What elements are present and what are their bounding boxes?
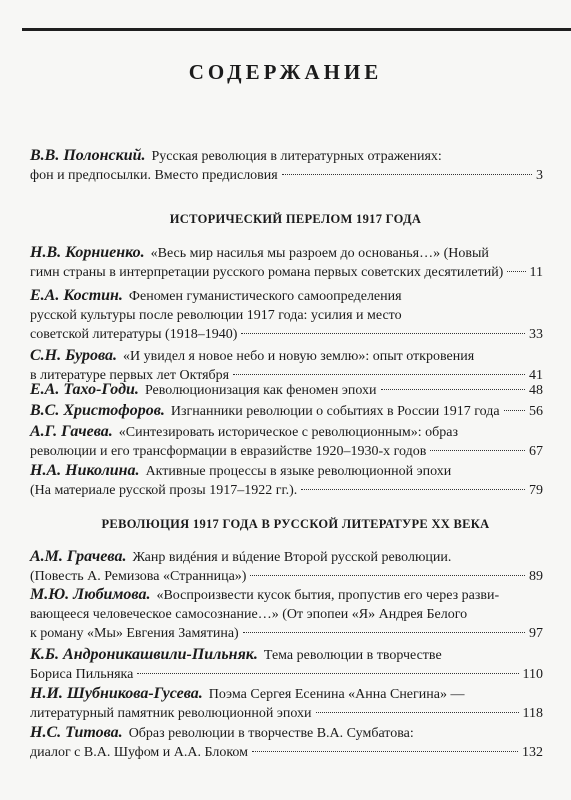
entry-page: 132 [522, 745, 543, 760]
entry-author: С.Н. Бурова. [30, 347, 118, 364]
entry-page: 89 [529, 569, 543, 584]
entry-title-line: вающееся человеческое самосознание…» (От эпопеи «Я» Андрея Белого [30, 607, 468, 622]
entry-title-last: Революционизация как феномен эпохи [144, 383, 377, 398]
leader-dots [252, 751, 518, 752]
toc-entry[interactable] [30, 645, 543, 684]
section-heading-historical: ИСТОРИЧЕСКИЙ ПЕРЕЛОМ 1917 ГОДА [169, 212, 422, 226]
section-heading-literature: РЕВОЛЮЦИЯ 1917 ГОДА В РУССКОЙ ЛИТЕРАТУРЕ XX ВЕКА [101, 517, 490, 531]
toc-entry[interactable] [30, 461, 543, 500]
toc-entry[interactable] [30, 286, 543, 344]
leader-dots [316, 712, 519, 713]
entry-page: 56 [529, 404, 543, 419]
entry-author: Н.А. Николина. [30, 462, 140, 479]
entry-author: Н.В. Корниенко. [30, 244, 145, 261]
entry-title-line: «И увидел я новое небо и новую землю»: опыт откровения [123, 349, 475, 364]
entry-title-last: фон и предпосылки. Вместо предисловия [30, 168, 278, 183]
toc-entry[interactable] [30, 723, 543, 762]
leader-dots [381, 389, 526, 390]
leader-dots [282, 174, 532, 175]
entry-title-last: к роману «Мы» Евгения Замятина) [30, 626, 239, 641]
entry-title-line: Образ революции в творчестве В.А. Сумбатова: [128, 726, 414, 741]
entry-title-line: Русская революция в литературных отражениях: [151, 149, 442, 164]
entry-page: 11 [529, 265, 543, 280]
toc-entry[interactable] [30, 243, 543, 282]
entry-title-last: гимн страны в интерпретации русского романа первых советских десятилетий) [30, 265, 504, 280]
toc-entry[interactable] [30, 585, 543, 643]
entry-author: А.Г. Гачева. [30, 423, 113, 440]
entry-title-last: (Повесть А. Ремизова «Странница») [30, 569, 247, 584]
leader-dots [507, 271, 525, 272]
leader-dots [504, 410, 525, 411]
entry-page: 118 [522, 706, 543, 721]
entry-author: В.В. Полонский. [30, 147, 146, 164]
entry-title-last: в литературе первых лет Октября [30, 368, 230, 383]
leader-dots [233, 374, 525, 375]
entry-page: 67 [529, 444, 543, 459]
entry-author: К.Б. Андроникашвили-Пильняк. [30, 646, 258, 663]
entry-title-line: Феномен гуманистического самоопределения [128, 289, 402, 304]
toc-entry[interactable] [30, 146, 543, 185]
entry-title-line: русской культуры после революции 1917 года: усилия и место [30, 308, 402, 323]
entry-title-line: Активные процессы в языке революционной эпохи [145, 464, 452, 479]
toc-entry[interactable] [30, 401, 543, 421]
entry-title-line: «Синтезировать историческое с революционным»: образ [118, 425, 458, 440]
entry-title-last: Бориса Пильняка [30, 667, 134, 682]
leader-dots [241, 333, 525, 334]
entry-title-line: Поэма Сергея Есенина «Анна Снегина» — [208, 687, 465, 702]
entry-author: Е.А. Тахо-Годи. [30, 381, 139, 398]
entry-title-line: Тема революции в творчестве [263, 648, 442, 663]
entry-title-line: «Весь мир насилья мы разроем до основанья…» (Новый [150, 246, 489, 261]
entry-page: 79 [529, 483, 543, 498]
entry-author: Н.И. Шубникова-Гусева. [30, 685, 203, 702]
entry-title-last: диалог с В.А. Шуфом и А.А. Блоком [30, 745, 249, 760]
leader-dots [430, 450, 525, 451]
top-rule [22, 28, 571, 31]
entry-author: А.М. Грачева. [30, 548, 127, 565]
entry-author: Н.С. Титова. [30, 724, 123, 741]
entry-title-last: революции и его трансформации в евразийстве 1920–1930-х годов [30, 444, 427, 459]
entry-title-last: советской литературы (1918–1940) [30, 327, 238, 342]
toc-entry[interactable] [30, 422, 543, 461]
entry-author: Е.А. Костин. [30, 287, 123, 304]
entry-author: В.С. Христофоров. [30, 402, 165, 419]
toc-entry[interactable] [30, 684, 543, 723]
entry-page: 3 [536, 168, 543, 183]
entry-page: 33 [529, 327, 543, 342]
entry-title-last: (На материале русской прозы 1917–1922 гг.). [30, 483, 298, 498]
leader-dots [250, 575, 525, 576]
toc-entry[interactable] [30, 547, 543, 586]
entry-page: 48 [529, 383, 543, 398]
leader-dots [137, 673, 518, 674]
entry-page: 41 [529, 368, 543, 383]
entry-title-last: литературный памятник революционной эпохи [30, 706, 312, 721]
entry-title-last: Изгнанники революции о событиях в России 1917 года [170, 404, 500, 419]
entry-title-line: «Воспроизвести кусок бытия, пропустив его через разви- [156, 588, 500, 603]
leader-dots [243, 632, 525, 633]
toc-entry[interactable] [30, 380, 543, 400]
entry-author: М.Ю. Любимова. [30, 586, 151, 603]
entry-page: 97 [529, 626, 543, 641]
leader-dots [301, 489, 525, 490]
entry-page: 110 [522, 667, 543, 682]
entry-title-line: Жанр видéния и вúдение Второй русской революции. [132, 550, 452, 565]
page-title: СОДЕРЖАНИЕ [188, 60, 383, 84]
